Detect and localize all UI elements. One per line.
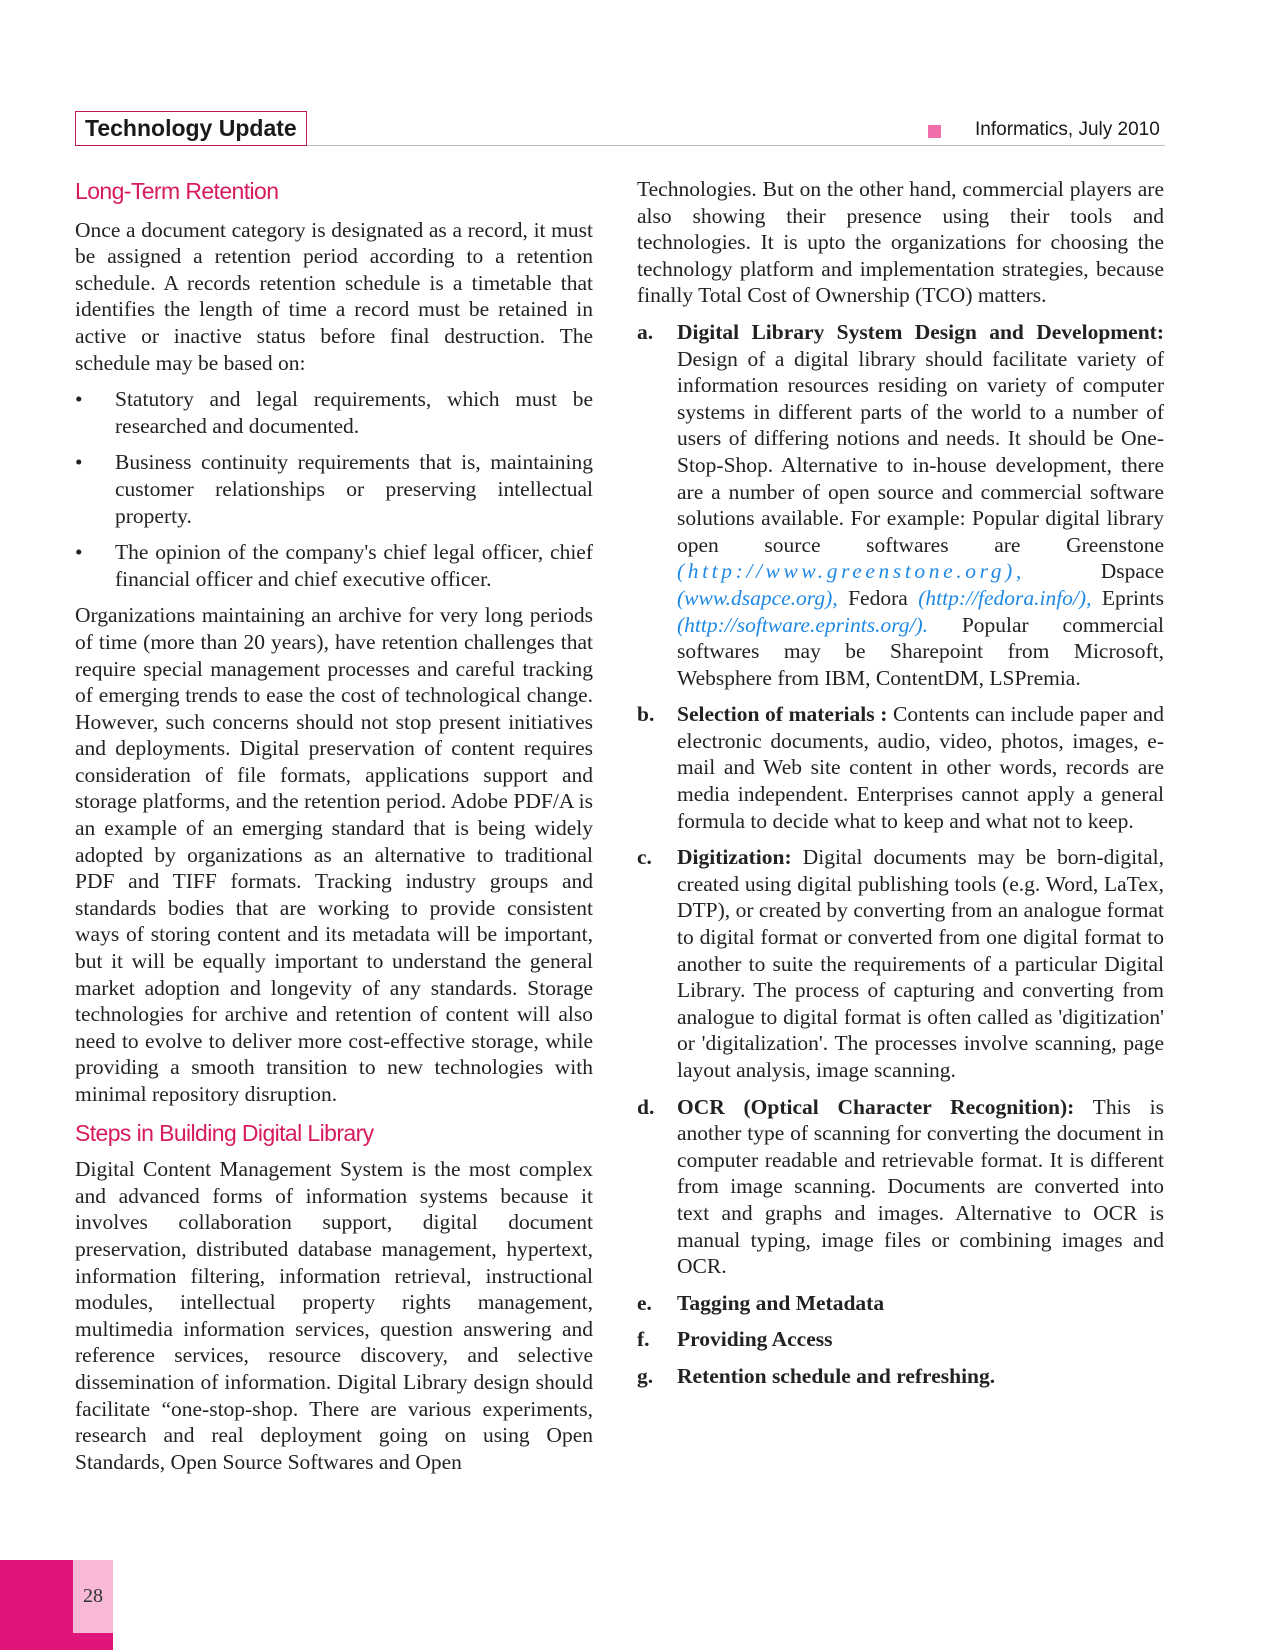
item-letter: a. — [637, 319, 654, 344]
eprints-link[interactable]: (http://software.eprints.org/). — [677, 612, 929, 637]
bullet-text: Business continuity requirements that is, maintaining customer relationships or preserving intellectual property. — [115, 450, 593, 528]
paragraph-archive: Organizations maintaining an archive for very long periods of time (more than 20 years), have retention challenges that require special management processes and careful tracking of emerging trends to ease the cost of technological change. However, such concerns should not stop present initiatives and deployments. Digital preservation of content requires consideration of file formats, applications support and storage platforms, and the retention period. Adobe PDF/A is an example of an emerging standard that is being widely adopted by organizations as an alternative to traditional PDF and TIFF formats. Tracking industry groups and standards bodies that are working to provide consistent ways of storing content and its metadata will be important, but it will be equally important to understand the general market adoption and longevity of any standards. Storage technologies for archive and retention of content will also need to evolve to deliver more cost-effective storage, while providing a smooth transition to new technologies with minimal repository disruption. — [75, 603, 593, 1106]
item-letter: e. — [637, 1290, 652, 1315]
list-item-d — [637, 1094, 1164, 1280]
issue-label: Informatics, July 2010 — [975, 119, 1160, 140]
list-item-c — [637, 844, 1164, 1083]
item-text: Contents can include paper and electronic documents, audio, video, photos, images, e-mail and Web site content in other words, records are media independent. Enterprises cannot apply a general formula to decide what to keep and what not to keep. — [677, 702, 1164, 833]
item-text: This is another type of scanning for converting the document in computer readable and retrievable format. It is different from image scanning. Documents are converted into text and graphs and images. Alternative to OCR is manual typing, image files or combining images and OCR. — [677, 1094, 1164, 1279]
bullet-symbol: • — [75, 450, 83, 475]
item-letter: g. — [637, 1363, 654, 1388]
item-title: Selection of materials : — [677, 702, 888, 727]
bullet-item — [75, 539, 593, 592]
bullet-text: Statutory and legal requirements, which must be researched and documented. — [115, 387, 593, 438]
footer-block-magenta-strip — [73, 1633, 113, 1650]
bullet-text: The opinion of the company's chief legal officer, chief financial officer and chief executive officer. — [115, 540, 593, 591]
list-item-b — [637, 701, 1164, 834]
greenstone-link[interactable]: (http://www.greenstone.org), — [677, 559, 1025, 584]
section-label-text: Technology Update — [85, 115, 297, 141]
item-letter: d. — [637, 1094, 655, 1119]
item-text: Eprints — [1091, 585, 1165, 610]
list-item-f — [637, 1326, 1164, 1353]
item-text: Popular commercial softwares may be Sharepoint from Microsoft, Websphere from IBM, ContentDM, LSPremia. — [677, 612, 1164, 690]
item-text: Dspace — [1024, 559, 1164, 584]
item-title: Digitization: — [677, 845, 792, 870]
item-letter: c. — [637, 845, 652, 870]
list-item-g — [637, 1363, 1164, 1390]
paragraph-dcms: Digital Content Management System is the most complex and advanced forms of information systems because it involves collaboration support, digital document preservation, distributed database management, hypertext, information filtering, information retrieval, instructional modules, intellectual property rights management, multimedia information services, question answering and reference services, resource discovery, and selective dissemination of information. Digital Library design should facilitate “one-stop-shop. There are various experiments, research and real deployment going on using Open Standards, Open Source Softwares and Open — [75, 1157, 593, 1474]
bullet-symbol: • — [75, 540, 83, 565]
paragraph-technologies: Technologies. But on the other hand, commercial players are also showing their presence using their tools and technologies. It is upto the organizations for choosing the technology platform and implementation strategies, because finally Total Cost of Ownership (TCO) matters. — [637, 177, 1164, 308]
heading-long-term-retention: Long-Term Retention — [75, 178, 279, 204]
list-item-a — [637, 319, 1164, 691]
bullet-symbol: • — [75, 387, 83, 412]
right-column — [637, 176, 1164, 1390]
heading-steps-digital-library: Steps in Building Digital Library — [75, 1119, 374, 1146]
bullet-item — [75, 386, 593, 439]
page-number: 28 — [83, 1585, 103, 1607]
paragraph-retention: Once a document category is designated as a record, it must be assigned a retention period according to a retention schedule. A records retention schedule is a timetable that identifies the length of time a record must be retained in active or inactive status before final destruction. The schedule may be based on: — [75, 217, 593, 375]
item-text: Design of a digital library should facilitate variety of information resources residing on variety of computer systems in different parts of the world to a number of users of differing notions and needs. It should be One-Stop-Shop. Alternative to in-house development, there are a number of open source and commercial software solutions available. For example: Popular digital library open source softwares are Greenstone — [677, 346, 1164, 557]
item-title: Digital Library System Design and Development: — [677, 319, 1164, 344]
item-title: Providing Access — [677, 1327, 833, 1352]
header-square-marker — [928, 125, 941, 138]
section-label — [75, 111, 307, 146]
list-item-e — [637, 1290, 1164, 1317]
item-title: Tagging and Metadata — [677, 1290, 885, 1315]
item-letter: f. — [637, 1327, 650, 1352]
item-letter: b. — [637, 702, 655, 727]
item-title: OCR (Optical Character Recognition): — [677, 1094, 1075, 1119]
footer-block-magenta — [0, 1560, 73, 1650]
item-text: Fedora — [837, 585, 919, 610]
bullet-item — [75, 449, 593, 529]
item-title: Retention schedule and refreshing. — [677, 1363, 996, 1388]
dspace-link[interactable]: (www.dsapce.org), — [677, 585, 838, 610]
left-column — [75, 178, 593, 1475]
fedora-link[interactable]: (http://fedora.info/), — [918, 585, 1092, 610]
item-text: Digital documents may be born-digital, created using digital publishing tools (e.g. Word, LaTex, DTP), or created by converting from an analogue format to digital format or converted from one digital format to another to suite the requirements of a particular Digital Library. The process of capturing and converting from analogue to digital format is often called as 'digitization' or 'digitalization'. The processes involve scanning, page layout analysis, image scanning. — [677, 845, 1164, 1082]
